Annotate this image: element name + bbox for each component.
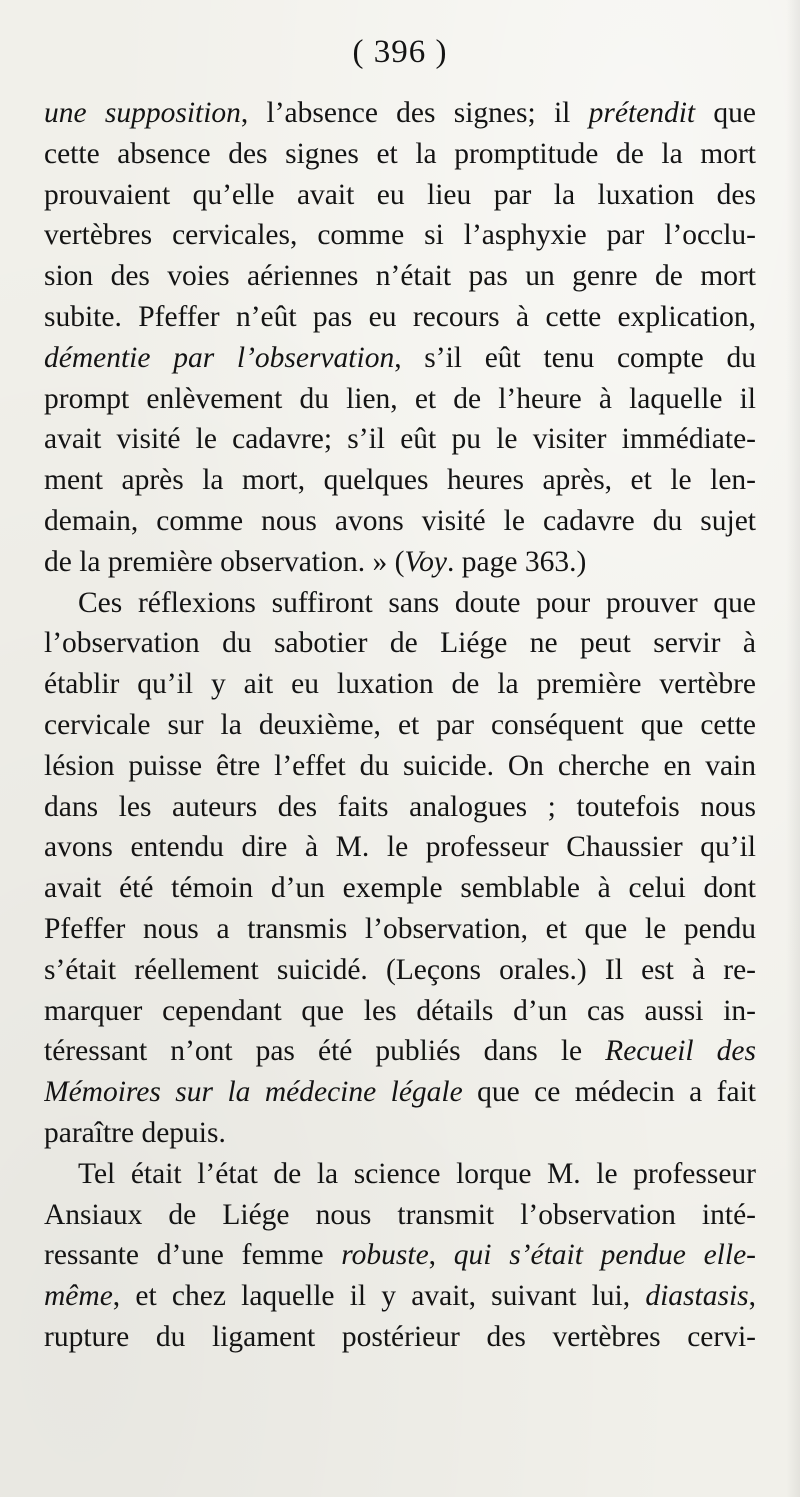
text-run: de la première observation. » ( xyxy=(44,545,405,578)
text-run: , l’absence des signes; il xyxy=(240,97,589,129)
text-line xyxy=(44,868,756,908)
text-line xyxy=(44,1072,756,1112)
text-line xyxy=(44,909,756,949)
italic-text: Voy xyxy=(404,545,448,578)
text-run: , xyxy=(748,1280,756,1313)
text-run: , s’il eût tenu compte du xyxy=(394,341,756,374)
text-line xyxy=(44,950,756,990)
text-line xyxy=(44,215,756,255)
text-run: Tel était l’état de la science lorque M. le professeur xyxy=(78,1157,756,1190)
italic-text: démentie par l’observation xyxy=(44,341,395,374)
text-line xyxy=(44,175,756,215)
text-line xyxy=(44,379,756,419)
text-run: paraître depuis. xyxy=(44,1117,226,1149)
text-run: s’était réellement suicidé. (Leçons orales.) Il est à re- xyxy=(44,953,756,986)
italic-text: prétendit xyxy=(588,97,696,129)
text-run: Ansiaux de Liége nous transmit l’observation inté- xyxy=(44,1198,756,1231)
italic-text: robuste xyxy=(341,1239,429,1272)
italic-text: une supposition xyxy=(44,97,241,129)
text-run: que xyxy=(695,97,756,129)
text-line xyxy=(78,583,756,623)
text-line xyxy=(44,501,756,541)
text-line xyxy=(78,1154,756,1194)
text-run: vertèbres cervicales, comme si l’asphyxie par l’occlu- xyxy=(44,219,756,252)
text-run: l’observation du sabotier de Liége ne peut servir à xyxy=(44,627,756,660)
text-line xyxy=(44,664,756,704)
text-run: Pfeffer nous a transmis l’observation, et que le pendu xyxy=(44,913,756,945)
text-run: marquer cependant que les détails d’un cas aussi in- xyxy=(44,994,756,1027)
text-run: avait été témoin d’un exemple semblable à celui dont xyxy=(44,872,756,905)
text-line xyxy=(44,991,756,1031)
text-line xyxy=(44,787,756,827)
text-run: téressant n’ont pas été publiés dans le xyxy=(44,1035,606,1068)
text-line xyxy=(44,1113,756,1153)
text-run: ressante d’une femme xyxy=(44,1239,342,1272)
text-run: avons entendu dire à M. le professeur Chaussier qu’il xyxy=(44,831,756,864)
text-line xyxy=(44,93,756,133)
text-line xyxy=(44,827,756,867)
text-run: que ce médecin a fait xyxy=(462,1076,756,1109)
text-run: ment après la mort, quelques heures après, et le len- xyxy=(44,464,756,497)
text-line xyxy=(44,1235,756,1275)
text-run: , xyxy=(428,1239,454,1272)
text-run: subite. Pfeffer n’eût pas eu recours à cette explication, xyxy=(44,301,756,333)
page-number: ( 396 ) xyxy=(352,34,448,70)
italic-text: Recueil des xyxy=(605,1035,756,1068)
text-line xyxy=(44,297,756,337)
text-line xyxy=(44,1031,756,1071)
text-line xyxy=(44,1195,756,1235)
text-run: sion des voies aériennes n’était pas un genre de mort xyxy=(44,260,756,293)
italic-text: Mémoires sur la médecine légale xyxy=(44,1076,463,1109)
text-run: rupture du ligament postérieur des vertèbres cervi- xyxy=(44,1321,756,1353)
text-run: cette absence des signes et la promptitude de la mort xyxy=(44,137,756,170)
text-line xyxy=(44,256,756,296)
italic-text: diastasis xyxy=(645,1280,749,1313)
page-edge-shadow xyxy=(786,0,800,1497)
text-run: dans les auteurs des faits analogues ; toutefois nous xyxy=(44,790,756,823)
text-line xyxy=(44,338,756,378)
text-run: établir qu’il y ait eu luxation de la première vertèbre xyxy=(44,668,756,701)
text-line xyxy=(44,1276,756,1316)
text-line xyxy=(44,746,756,786)
text-run: . page 363.) xyxy=(447,545,587,578)
text-run: cervicale sur la deuxième, et par conséquent que cette xyxy=(44,709,756,741)
text-line xyxy=(44,460,756,500)
text-run: , et chez laquelle il y avait, suivant lui, xyxy=(112,1280,646,1313)
text-line xyxy=(44,623,756,663)
italic-text: qui s’était pendue elle- xyxy=(453,1239,756,1272)
text-run: lésion puisse être l’effet du suicide. On cherche en vain xyxy=(44,749,756,782)
text-line xyxy=(44,419,756,459)
italic-text: même xyxy=(44,1280,113,1313)
text-run: prompt enlèvement du lien, et de l’heure à laquelle il xyxy=(44,382,756,415)
text-line xyxy=(44,134,756,174)
text-line xyxy=(44,705,756,745)
text-run: avait visité le cadavre; s’il eût pu le visiter immédiate- xyxy=(44,423,756,456)
text-run: Ces réflexions suffiront sans doute pour prouver que xyxy=(78,586,756,619)
text-run: prouvaient qu’elle avait eu lieu par la luxation des xyxy=(44,178,756,211)
text-line xyxy=(44,542,756,582)
text-line xyxy=(44,1317,756,1357)
text-run: demain, comme nous avons visité le cadavre du sujet xyxy=(44,505,756,537)
